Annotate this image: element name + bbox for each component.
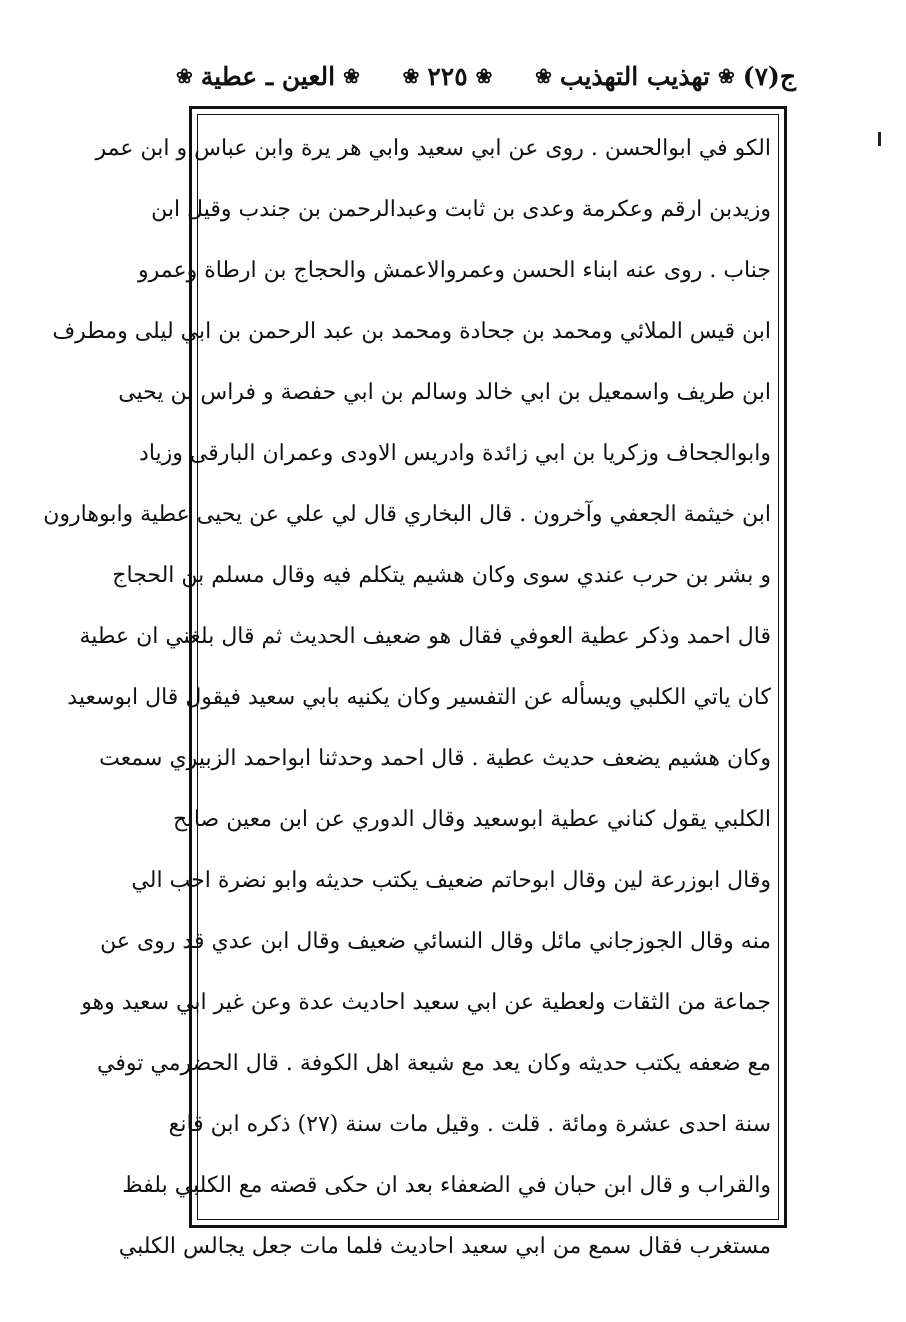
header-section: العين ـ عطية xyxy=(200,61,336,91)
header-volume-title-group xyxy=(535,62,796,91)
text-line: جناب . روى عنه ابناء الحسن وعمروالاعمش والحجاج بن ارطاة وعمرو xyxy=(137,258,771,283)
text-line: مع ضعفه يكتب حديثه وكان يعد مع شيعة اهل الكوفة . قال الحضرمي توفي xyxy=(97,1051,771,1076)
text-line: جماعة من الثقات ولعطية عن ابي سعيد احاديث عدة وعن غير ابي سعيد وهو xyxy=(81,990,771,1015)
text-line: و بشر بن حرب عندي سوى وكان هشيم يتكلم فيه وقال مسلم بن الحجاج xyxy=(112,563,771,588)
text-line: كان ياتي الكلبي ويسأله عن التفسير وكان يكنيه بابي سعيد فيقول قال ابوسعيد xyxy=(67,685,771,710)
text-line: سنة احدى عشرة ومائة . قلت . وقيل مات سنة (٢٧) ذكره ابن قانع xyxy=(168,1112,771,1137)
text-line: الكلبي يقول كناني عطية ابوسعيد وقال الدوري عن ابن معين صالح xyxy=(172,807,771,832)
text-line: وقال ابوزرعة لين وقال ابوحاتم ضعيف يكتب حديثه وابو نضرة احب الي xyxy=(131,868,771,893)
header-page-number-group xyxy=(403,62,493,91)
text-line: الكو في ابوالحسن . روى عن ابي سعيد وابي هر يرة وابن عباس و ابن عمر xyxy=(95,136,771,161)
text-line: والقراب و قال ابن حبان في الضعفاء بعد ان حكى قصته مع الكلبي بلفظ xyxy=(122,1173,771,1198)
text-line: وزيدبن ارقم وعكرمة وعدى بن ثابت وعبدالرحمن بن جندب وقيل ابن xyxy=(151,197,771,222)
ornament-icon: ❀ xyxy=(535,64,552,88)
text-line: ابن طريف واسمعيل بن ابي خالد وسالم بن ابي حفصة و فراس بن يحيى xyxy=(118,380,771,405)
text-line: منه وقال الجوزجاني مائل وقال النسائي ضعيف وقال ابن عدي قد روى عن xyxy=(100,929,771,954)
ornament-icon: ❀ xyxy=(475,64,493,88)
header-book-title: تهذيب التهذيب xyxy=(559,61,710,91)
ornament-icon: ❀ xyxy=(717,64,735,88)
ornament-icon: ❀ xyxy=(343,64,360,88)
text-line: مستغرب فقال سمع من ابي سعيد احاديث فلما مات جعل يجالس الكلبي xyxy=(118,1234,771,1259)
header-volume: ج(٧) xyxy=(742,61,796,91)
text-line: ابن خيثمة الجعفي وآخرون . قال البخاري قال لي علي عن يحيى عطية وابوهارون xyxy=(43,502,771,527)
margin-mark xyxy=(878,132,881,146)
header-section-group xyxy=(176,62,360,91)
ornament-icon: ❀ xyxy=(176,64,193,88)
text-line: ابن قيس الملائي ومحمد بن جحادة ومحمد بن عبد الرحمن بن ابي ليلى ومطرف xyxy=(52,319,771,344)
page-number: ٢٢٥ xyxy=(427,61,468,91)
text-line: قال احمد وذكر عطية العوفي فقال هو ضعيف الحديث ثم قال بلغني ان عطية xyxy=(79,624,771,649)
text-line: وابوالجحاف وزكريا بن ابي زائدة وادريس الاودى وعمران البارقى وزياد xyxy=(139,441,771,466)
body-text xyxy=(43,118,771,1259)
running-header xyxy=(176,56,796,96)
text-line: وكان هشيم يضعف حديث عطية . قال احمد وحدثنا ابواحمد الزبيري سمعت xyxy=(99,746,771,771)
ornament-icon: ❀ xyxy=(402,64,420,88)
